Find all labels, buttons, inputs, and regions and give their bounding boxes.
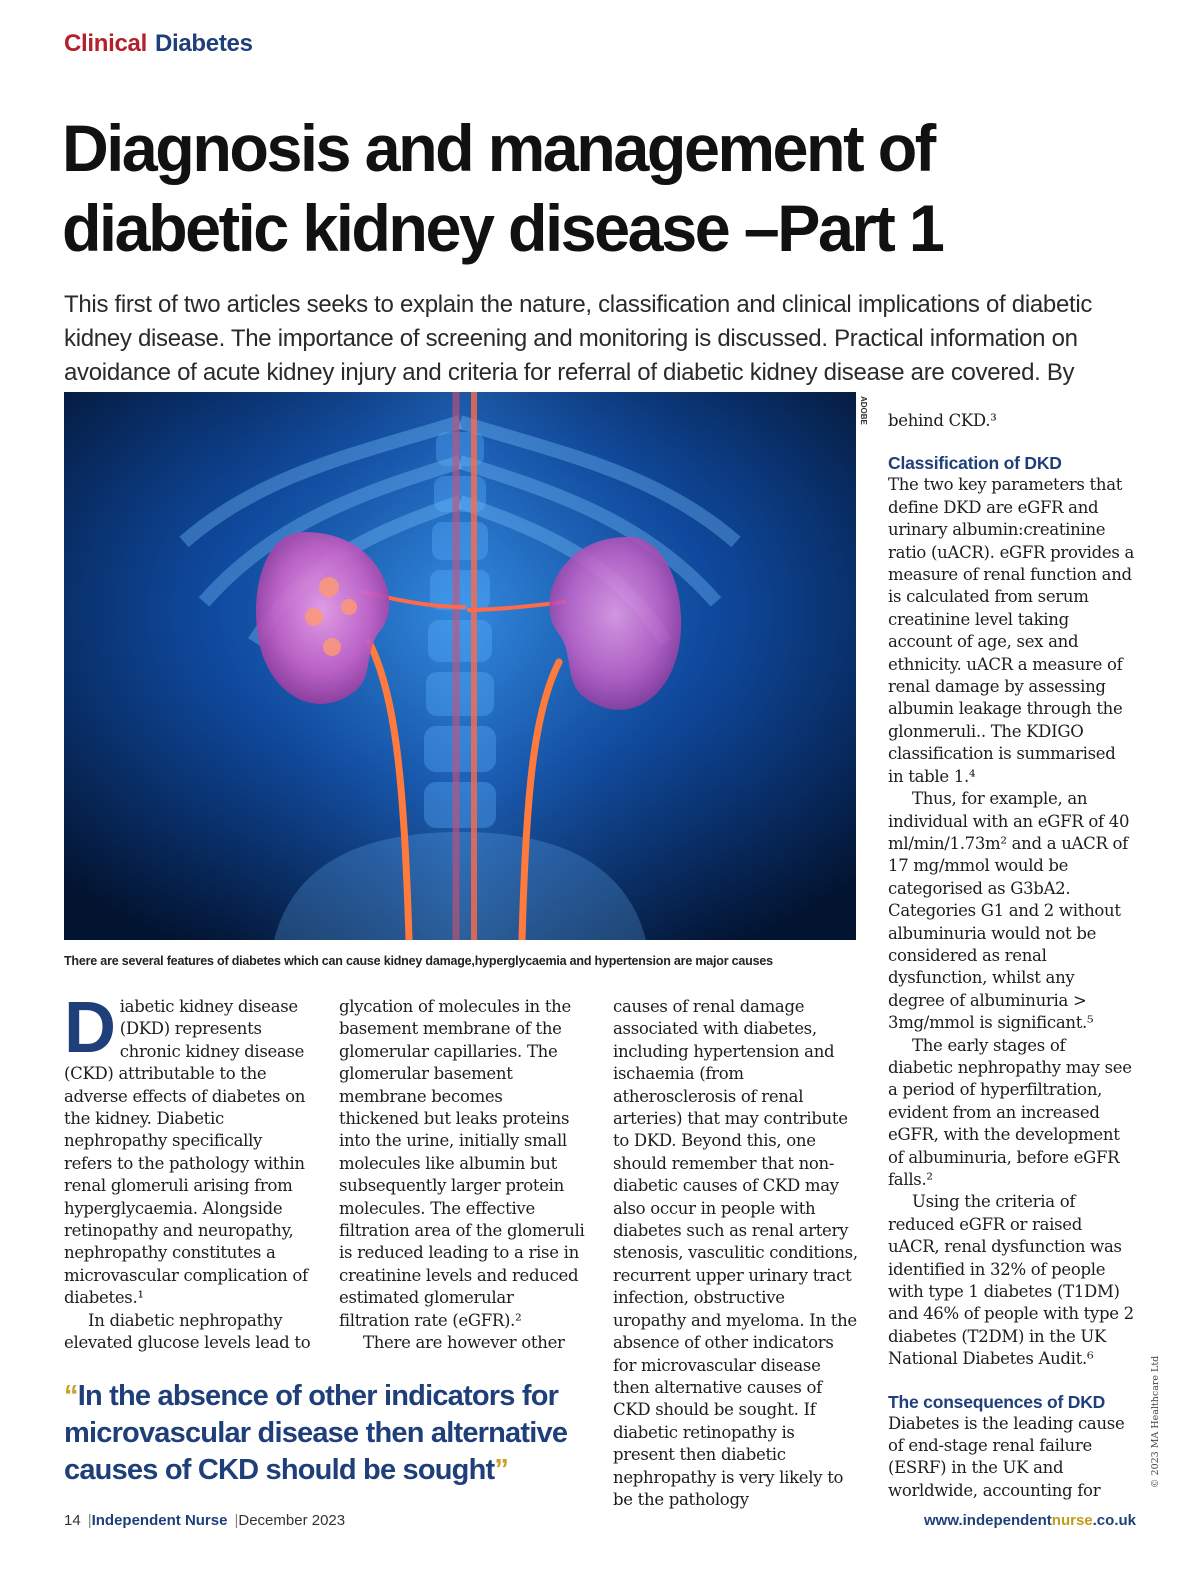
copyright-notice: © 2023 MA Healthcare Ltd [1150,1355,1161,1488]
drop-cap: D [64,988,116,1068]
section-topic: Diabetes [154,30,253,57]
section-category: Clinical [64,30,147,57]
footer-brand-2: Nurse [184,1512,228,1529]
body-column-1 [64,988,312,1355]
quote-close-mark: ” [494,1454,509,1486]
c1-paragraph-1: iabetic kidney disease (DKD) represents chronic kidney disease (CKD) attributable to the adverse effects of diabetes on the kidney. Diabetic nephropathy specifically refers to the pathology within renal glomeruli arising from hyperglycaemia. Alongside retinopathy and neuropathy, nephropathy constitutes a microvascular complication of diabetes.¹ [64,997,308,1308]
body-column-3 [613,996,861,1511]
section-label [64,30,253,58]
article-headline: Diagnosis and management of diabetic kidney disease –Part 1 [62,111,943,265]
pull-quote-text: In the absence of other indicators for microvascular disease then alternative causes of CKD should be sought [64,1380,568,1486]
issue-date: December 2023 [238,1512,346,1529]
c2-paragraph-2: There are however other [363,1333,565,1353]
subhead-classification: Classification of DKD [888,453,1062,474]
subhead-consequences: The consequences of DKD [888,1391,1106,1412]
c1-paragraph-2: In diabetic nephropathy elevated glucose levels lead to [64,1310,311,1353]
c2-paragraph-1: glycation of molecules in the basement membrane of the glomerular capillaries. The glomerular basement membrane becomes thickened but leaks proteins into the urine, initially small molecules like albumin but subsequently larger protein molecules. The effective filtration area of the glomeruli is reduced leading to a rise in creatinine levels and reduced estimated glomerular filtration rate (eGFR).² [339,997,585,1330]
quote-open-mark: “ [64,1380,78,1412]
c4-paragraph-5: Diabetes is the leading cause of end-stage renal failure (ESRF) in the UK and worldwide, accounting for [888,1413,1125,1500]
c4-paragraph-0: behind CKD.³ [888,411,997,430]
website-link[interactable]: www.independentnurse.co.uk [924,1512,1136,1529]
c3-paragraph-1: causes of renal damage associated with diabetes, including hypertension and ischaemia (from atherosclerosis of renal arteries) that may contribute to DKD. Beyond this, one should remember that non-diabetic causes of CKD may also occur in people with diabetes such as renal artery stenosis, vasculitic conditions, recurrent upper urinary tract infection, obstructive uropathy and myeloma. In the absence of other indicators for microvascular disease then alternative causes of CKD should be sought. If diabetic retinopathy is present then diabetic nephropathy is very likely to be the pathology [613,997,858,1509]
kidney-illustration [64,392,856,940]
c4-paragraph-2: Thus, for example, an individual with an eGFR of 40 ml/min/1.73m² and a uACR of 17 mg/mmol would be categorised as G3bA2. Categories G1 and 2 without albuminuria would not be considered as renal dysfunction, whilst any degree of albuminuria > 3mg/mmol is significant.⁵ [888,789,1130,1033]
c4-paragraph-1: The two key parameters that define DKD are eGFR and urinary albumin:creatinine ratio (uACR). eGFR provides a measure of renal function and is calculated from serum creatinine level taking account of age, sex and ethnicity. uACR a measure of renal damage by assessing albumin leakage through the glonmeruli.. The KDIGO classification is summarised in table 1.⁴ [888,475,1134,786]
body-column-2 [339,996,587,1355]
page-number: 14 [64,1512,81,1529]
page-footer: 14 |Independent Nurse |December 2023 www.independentnurse.co.uk [64,1512,1136,1529]
photo-caption: There are several features of diabetes which can cause kidney damage,hyperglycaemia and hypertension are major causes [64,954,773,968]
body-column-4 [888,410,1134,1502]
c4-paragraph-3: The early stages of diabetic nephropathy may see a period of hyperfiltration, evident from an increased eGFR, with the development of albuminuria, before eGFR falls.² [888,1035,1132,1189]
c4-paragraph-4: Using the criteria of reduced eGFR or raised uACR, renal dysfunction was identified in 32% of people with type 1 diabetes (T1DM) and 46% of people with type 2 diabetes (T2DM) in the UK National Diabetes Audit.⁶ [888,1192,1134,1369]
standfirst-text: This first of two articles seeks to explain the nature, classification and clinical implications of diabetic kidney disease. The importance of screening and monitoring is discussed. Practical information on avoidance of acute kidney injury and criteria for referral of diabetic kidney disease are covered. By [64,291,1093,386]
pull-quote [64,1378,584,1489]
footer-brand-1: Independent [91,1512,181,1529]
photo-credit: ADOBE [859,396,868,425]
